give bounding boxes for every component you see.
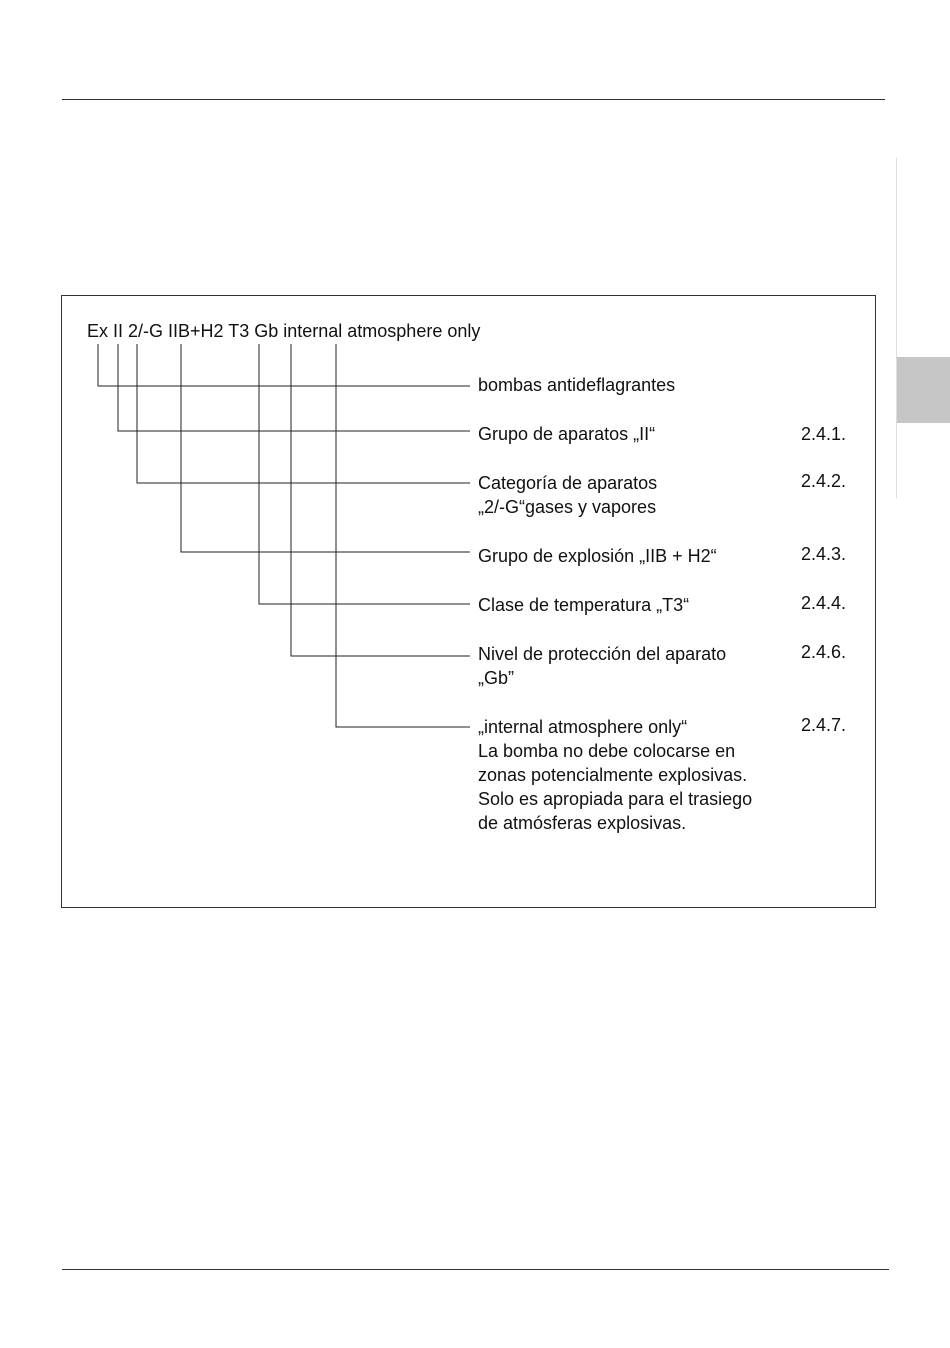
entry-group-description: Grupo de aparatos „II“ — [478, 424, 656, 444]
entry-ex-description: bombas antideflagrantes — [478, 375, 676, 395]
entry-category-ref: 2.4.2. — [801, 471, 847, 491]
entry-temperature-class-description: Clase de temperatura „T3“ — [478, 595, 690, 615]
entry-explosion-group-ref: 2.4.3. — [801, 544, 847, 564]
section-tab-marker — [897, 357, 950, 423]
entry-internal-atmosphere-description: „internal atmosphere only“ La bomba no debe colocarse en zonas potencialmente explosivas. Solo es apropiada para el trasiego de atmósferas explosivas. — [478, 717, 753, 833]
marking-explanation-box — [61, 295, 876, 908]
entry-category-description: Categoría de aparatos „2/-G“gases y vapores — [478, 473, 658, 517]
entry-temperature-class-ref: 2.4.4. — [801, 593, 847, 613]
entry-protection-level-ref: 2.4.6. — [801, 642, 847, 662]
footer-rule — [62, 1269, 889, 1270]
ex-marking-code: Ex II 2/-G IIB+H2 T3 Gb internal atmosphere only — [87, 321, 481, 341]
header-rule — [62, 99, 885, 100]
entry-group-ref: 2.4.1. — [801, 424, 847, 444]
entry-internal-atmosphere-ref: 2.4.7. — [801, 715, 847, 735]
entry-explosion-group-description: Grupo de explosión „IIB + H2“ — [478, 546, 717, 566]
entry-protection-level-description: Nivel de protección del aparato „Gb” — [478, 644, 727, 688]
margin-line — [896, 158, 897, 498]
